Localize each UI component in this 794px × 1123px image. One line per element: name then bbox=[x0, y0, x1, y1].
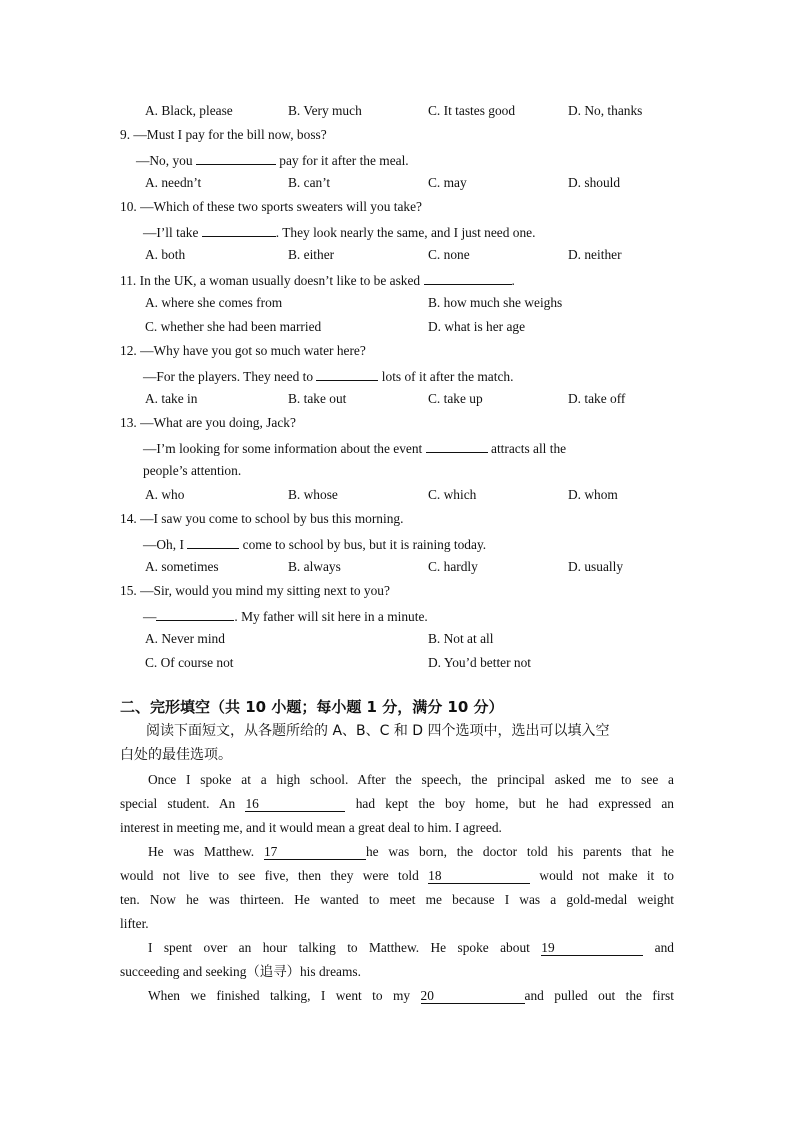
q14-line2-post: come to school by bus, but it is raining today. bbox=[242, 537, 487, 552]
q13-number: 13. bbox=[120, 415, 137, 430]
q9-option-b[interactable]: B. can’t bbox=[288, 175, 331, 190]
q14-option-a[interactable]: A. sometimes bbox=[145, 559, 219, 574]
q15-option-d[interactable]: D. You’d better not bbox=[428, 655, 532, 670]
passage-p3-line1 bbox=[148, 939, 674, 957]
q9-prompt bbox=[120, 126, 327, 144]
q9-option-a[interactable]: A. needn’t bbox=[145, 175, 202, 190]
q12-option-c[interactable]: C. take up bbox=[428, 391, 483, 406]
q8-option-b[interactable]: B. Very much bbox=[288, 103, 362, 118]
q12-number: 12. bbox=[120, 343, 137, 358]
passage-p4-line1 bbox=[148, 987, 674, 1005]
q11-option-a[interactable]: A. where she comes from bbox=[145, 295, 283, 310]
q14-line2-pre: —Oh, I bbox=[143, 537, 184, 552]
passage-p1-line2 bbox=[120, 795, 674, 813]
p2-line2-pre: would not live to see five, then they were told bbox=[120, 868, 419, 883]
q9-number: 9. bbox=[120, 127, 131, 142]
p2-line1-pre: He was Matthew. bbox=[148, 844, 255, 859]
q13-option-a[interactable]: A. who bbox=[145, 487, 185, 502]
q12-line2-pre: —For the players. They need to bbox=[143, 369, 314, 384]
q14-response bbox=[143, 534, 486, 554]
q13-line1: —What are you doing, Jack? bbox=[140, 415, 296, 430]
q13-option-c[interactable]: C. which bbox=[428, 487, 477, 502]
q14-prompt bbox=[120, 510, 403, 528]
q9-option-c[interactable]: C. may bbox=[428, 175, 467, 190]
q15-number: 15. bbox=[120, 583, 137, 598]
q12-blank[interactable] bbox=[316, 366, 378, 381]
q12-option-a[interactable]: A. take in bbox=[145, 391, 198, 406]
q11-line1-post: . bbox=[511, 273, 515, 288]
q13-line2-pre: —I’m looking for some information about the event bbox=[143, 441, 423, 456]
q15-prompt bbox=[120, 582, 390, 600]
q10-number: 10. bbox=[120, 199, 137, 214]
q13-line2-post: attracts all the bbox=[491, 441, 567, 456]
q10-prompt bbox=[120, 198, 422, 216]
q15-line1: —Sir, would you mind my sitting next to you? bbox=[140, 583, 390, 598]
q15-option-b[interactable]: B. Not at all bbox=[428, 631, 494, 646]
cloze-blank-17[interactable]: 17 bbox=[264, 845, 366, 860]
p4-line1-pre: When we finished talking, I went to my bbox=[148, 988, 411, 1003]
section-instruction-line1: 阅读下面短文，从各题所给的 A、B、C 和 D 四个选项中，选出可以填入空 bbox=[146, 723, 610, 739]
q13-option-d[interactable]: D. whom bbox=[568, 487, 618, 502]
p4-line1-post: and pulled out the first bbox=[524, 988, 674, 1003]
q11-option-b[interactable]: B. how much she weighs bbox=[428, 295, 563, 310]
p3-line1-pre: I spent over an hour talking to Matthew. He spoke about bbox=[148, 940, 530, 955]
q14-option-c[interactable]: C. hardly bbox=[428, 559, 478, 574]
p1-line2-post: had kept the boy home, but he had expressed an bbox=[355, 796, 674, 811]
q14-line1: —I saw you come to school by bus this morning. bbox=[140, 511, 404, 526]
q15-blank[interactable] bbox=[156, 606, 234, 621]
q15-line2-pre: — bbox=[143, 609, 157, 624]
passage-p1-line3: interest in meeting me, and it would mean a great deal to him. I agreed. bbox=[120, 820, 502, 835]
q14-option-d[interactable]: D. usually bbox=[568, 559, 624, 574]
q10-line2-pre: —I’ll take bbox=[143, 225, 199, 240]
q11-option-c[interactable]: C. whether she had been married bbox=[145, 319, 322, 334]
q10-option-c[interactable]: C. none bbox=[428, 247, 470, 262]
passage-p2-line1 bbox=[148, 843, 674, 861]
q9-line2-post: pay for it after the meal. bbox=[279, 153, 409, 168]
q13-response bbox=[143, 438, 566, 458]
cloze-blank-16[interactable]: 16 bbox=[245, 797, 345, 812]
q12-prompt bbox=[120, 342, 366, 360]
q10-option-a[interactable]: A. both bbox=[145, 247, 186, 262]
q14-number: 14. bbox=[120, 511, 137, 526]
p2-line1-post: he was born, the doctor told his parents that he bbox=[365, 844, 674, 859]
q15-option-c[interactable]: C. Of course not bbox=[145, 655, 234, 670]
q8-option-a[interactable]: A. Black, please bbox=[145, 103, 233, 118]
q8-option-c[interactable]: C. It tastes good bbox=[428, 103, 516, 118]
q10-blank[interactable] bbox=[202, 222, 276, 237]
q8-option-d[interactable]: D. No, thanks bbox=[568, 103, 643, 118]
q12-response bbox=[143, 366, 513, 386]
p3-line1-post: and bbox=[654, 940, 674, 955]
q12-line1: —Why have you got so much water here? bbox=[140, 343, 366, 358]
p1-line2-pre: special student. An bbox=[120, 796, 236, 811]
p2-line2-post: would not make it to bbox=[539, 868, 674, 883]
q15-response bbox=[143, 606, 428, 626]
q9-response bbox=[136, 150, 409, 170]
q11-blank[interactable] bbox=[424, 270, 512, 285]
q15-option-a[interactable]: A. Never mind bbox=[145, 631, 225, 646]
q12-option-d[interactable]: D. take off bbox=[568, 391, 626, 406]
q13-blank[interactable] bbox=[426, 438, 488, 453]
q10-line1: —Which of these two sports sweaters will you take? bbox=[140, 199, 422, 214]
q9-blank[interactable] bbox=[196, 150, 276, 165]
q13-option-b[interactable]: B. whose bbox=[288, 487, 338, 502]
q9-option-d[interactable]: D. should bbox=[568, 175, 621, 190]
cloze-blank-18[interactable]: 18 bbox=[428, 869, 530, 884]
q13-prompt bbox=[120, 414, 296, 432]
q14-blank[interactable] bbox=[187, 534, 239, 549]
q13-line3: people’s attention. bbox=[143, 463, 242, 478]
q9-line2-pre: —No, you bbox=[136, 153, 193, 168]
q11-line1-pre: In the UK, a woman usually doesn’t like to be asked bbox=[139, 273, 421, 288]
q11-prompt bbox=[120, 270, 515, 290]
passage-p2-line4: lifter. bbox=[120, 916, 149, 931]
q10-option-d[interactable]: D. neither bbox=[568, 247, 622, 262]
q10-line2-post: . They look nearly the same, and I just need one. bbox=[275, 225, 536, 240]
q12-line2-post: lots of it after the match. bbox=[381, 369, 514, 384]
q11-option-d[interactable]: D. what is her age bbox=[428, 319, 526, 334]
section-instruction-line2: 白处的最佳选项。 bbox=[120, 747, 232, 763]
cloze-blank-20[interactable]: 20 bbox=[421, 989, 525, 1004]
q14-option-b[interactable]: B. always bbox=[288, 559, 341, 574]
passage-p1-line1: Once I spoke at a high school. After the speech, the principal asked me to see a bbox=[148, 772, 674, 787]
section-heading: 二、完形填空（共 10 小题；每小题 1 分，满分 10 分） bbox=[120, 698, 504, 716]
q11-number: 11. bbox=[120, 273, 137, 288]
passage-p2-line2 bbox=[120, 867, 674, 885]
passage-p3-line2: succeeding and seeking（追寻）his dreams. bbox=[120, 964, 361, 979]
q9-line1: —Must I pay for the bill now, boss? bbox=[133, 127, 327, 142]
q12-option-b[interactable]: B. take out bbox=[288, 391, 347, 406]
q10-option-b[interactable]: B. either bbox=[288, 247, 335, 262]
cloze-blank-19[interactable]: 19 bbox=[541, 941, 643, 956]
passage-p2-line3: ten. Now he was thirteen. He wanted to meet me because I was a gold-medal weight bbox=[120, 892, 674, 907]
q10-response bbox=[143, 222, 535, 242]
q15-line2-post: . My father will sit here in a minute. bbox=[234, 609, 428, 624]
